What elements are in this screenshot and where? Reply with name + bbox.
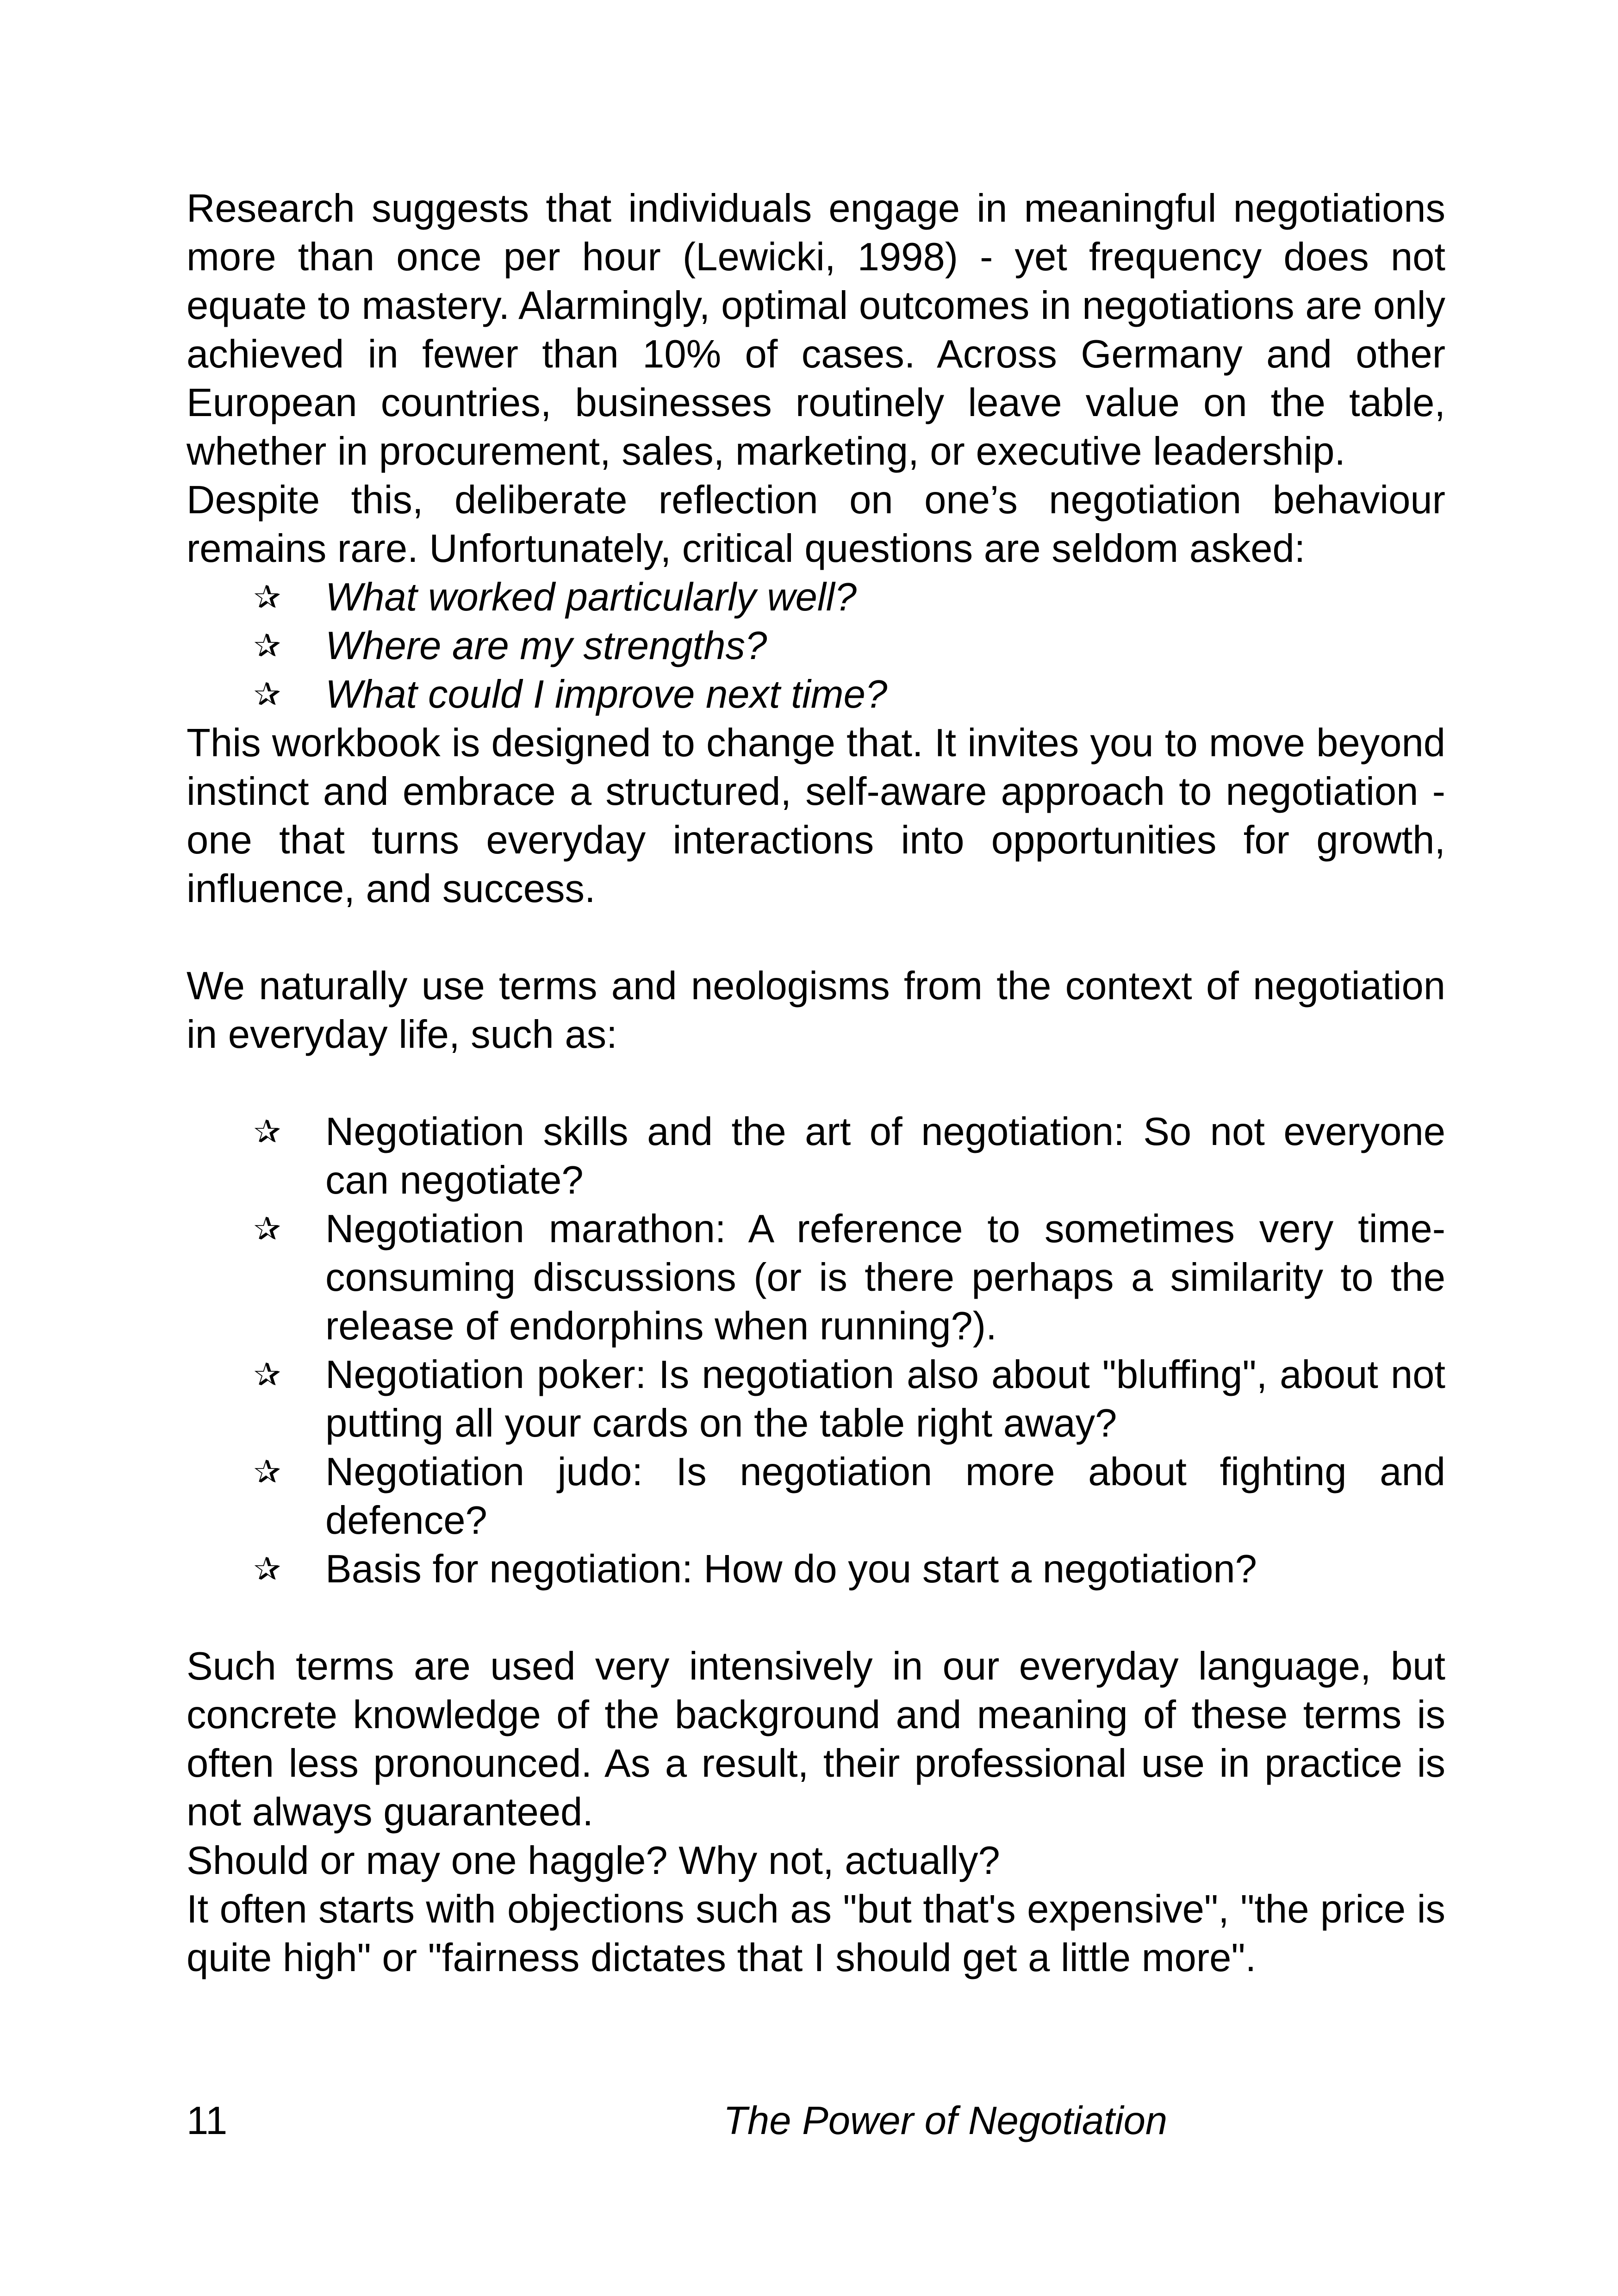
question-text: Where are my strengths? [325, 624, 767, 668]
term-text: Negotiation skills and the art of negotiation: So not everyone can negotiate? [325, 1110, 1445, 1202]
list-item [187, 1545, 1445, 1593]
star-bullet-icon: ✰ [254, 1114, 281, 1150]
term-text: Negotiation poker: Is negotiation also about "bluffing", about not putting all your cards on the table right away? [325, 1353, 1445, 1445]
question-text: What worked particularly well? [325, 575, 857, 619]
book-title: The Power of Negotiation [723, 2099, 1168, 2143]
paragraph-reflection: Despite this, deliberate reflection on one’s negotiation behaviour remains rare. Unfortunately, critical questions are seldom asked: [187, 478, 1445, 571]
paragraph-research: Research suggests that individuals engage in meaningful negotiations more than once per hour (Lewicki, 1998) - yet frequency does not equate to mastery. Alarmingly, optimal outcomes in negotiations are only achieved in fewer than 10% of cases. Across Germany and other European countries, businesses routinely leave value on the table, whether in procurement, sales, marketing, or executive leadership. [187, 187, 1445, 473]
page-body [187, 184, 1445, 1982]
list-item [187, 1350, 1445, 1448]
paragraph-terms-intro: We naturally use terms and neologisms from the context of negotiation in everyday life, such as: [187, 964, 1445, 1057]
list-item [187, 1108, 1445, 1205]
star-bullet-icon: ✰ [254, 1454, 281, 1490]
star-bullet-icon: ✰ [254, 1211, 281, 1247]
list-item [187, 670, 1445, 719]
paragraph-everyday-language: Such terms are used very intensively in our everyday language, but concrete knowledge of the background and meaning of these terms is often less pronounced. As a result, their professional use in practice is not always guaranteed. [187, 1644, 1445, 1834]
negotiation-terms-list [187, 1108, 1445, 1593]
page-footer [187, 2097, 1445, 2145]
star-bullet-icon: ✰ [254, 579, 281, 615]
term-text: Basis for negotiation: How do you start a negotiation? [325, 1547, 1257, 1591]
term-text: Negotiation judo: Is negotiation more about fighting and defence? [325, 1450, 1445, 1543]
paragraph-objections: It often starts with objections such as "but that's expensive", "the price is quite high" or "fairness dictates that I should get a little more". [187, 1887, 1445, 1980]
star-bullet-icon: ✰ [254, 1356, 281, 1393]
list-item [187, 573, 1445, 622]
reflection-questions-list [187, 573, 1445, 719]
list-item [187, 1205, 1445, 1350]
question-text: What could I improve next time? [325, 672, 888, 716]
list-item [187, 622, 1445, 670]
blank-line [187, 913, 1445, 962]
star-bullet-icon: ✰ [254, 628, 281, 664]
page-number: 11 [187, 2099, 228, 2143]
term-text: Negotiation marathon: A reference to sometimes very time-consuming discussions (or is there perhaps a similarity to the release of endorphins when running?). [325, 1207, 1445, 1348]
list-item [187, 1448, 1445, 1545]
star-bullet-icon: ✰ [254, 1551, 281, 1587]
paragraph-workbook: This workbook is designed to change that. It invites you to move beyond instinct and embrace a structured, self-aware approach to negotiation - one that turns everyday interactions into opportunities for growth, influence, and success. [187, 721, 1445, 911]
paragraph-haggle-question: Should or may one haggle? Why not, actually? [187, 1839, 1000, 1883]
blank-line [187, 1059, 1445, 1108]
blank-line [187, 1593, 1445, 1642]
star-bullet-icon: ✰ [254, 676, 281, 712]
